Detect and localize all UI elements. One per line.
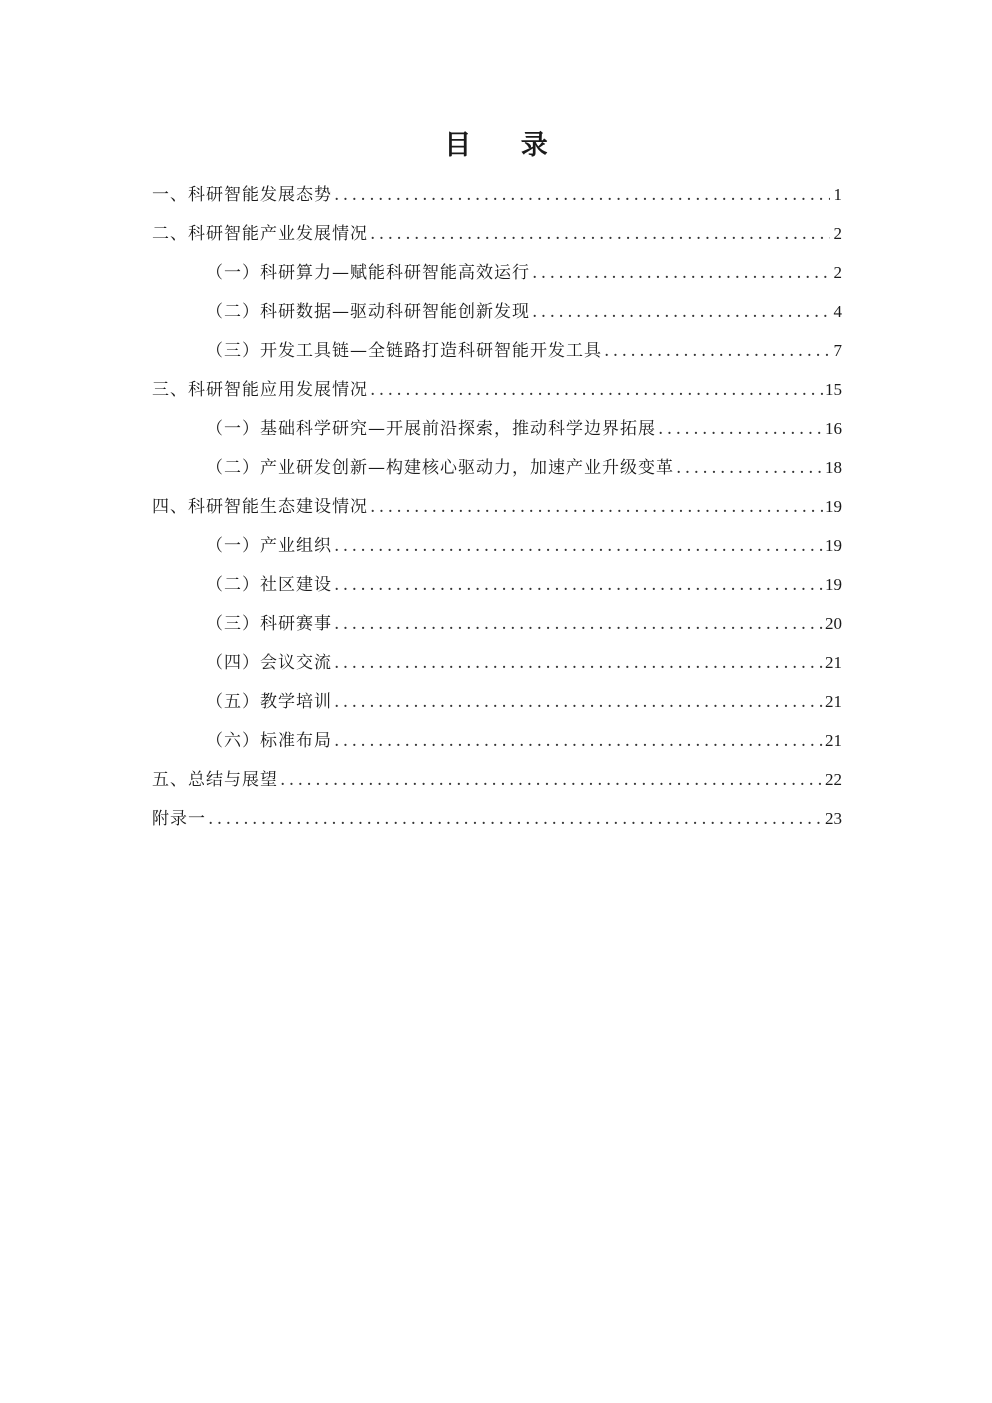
toc-page-number: 19: [825, 575, 842, 594]
toc-entry-label: 附录一: [152, 809, 206, 829]
toc-entry-label: （一）基础科学研究—开展前沿探索，推动科学边界拓展: [206, 419, 656, 439]
toc-page-number: 19: [825, 497, 842, 516]
toc-page-number: 21: [825, 692, 842, 711]
toc-page-number: 2: [833, 263, 842, 282]
toc-entry-label: （六）标准布局: [206, 731, 332, 751]
dot-leader: [334, 683, 823, 721]
toc-entry-4-1[interactable]: [152, 526, 842, 565]
toc-page-number: 1: [833, 185, 842, 204]
dot-leader: [280, 761, 823, 799]
dot-leader: [334, 527, 823, 565]
toc-entry-label: 一、科研智能发展态势: [152, 185, 332, 205]
toc-entry-label: （一）科研算力—赋能科研智能高效运行: [206, 263, 530, 283]
toc-page-number: 20: [825, 614, 842, 633]
toc-entry-label: （二）产业研发创新—构建核心驱动力，加速产业升级变革: [206, 458, 674, 478]
toc-page-number: 21: [825, 653, 842, 672]
toc-entry-label: （五）教学培训: [206, 692, 332, 712]
toc-page-number: 16: [825, 419, 842, 438]
toc-page-number: 23: [825, 809, 842, 828]
toc-entry-label: （三）科研赛事: [206, 614, 332, 634]
toc-entry-label: （三）开发工具链—全链路打造科研智能开发工具: [206, 341, 602, 361]
dot-leader: [334, 722, 823, 760]
dot-leader: [370, 215, 830, 253]
toc-entry-2-1[interactable]: [152, 253, 842, 292]
toc-page-number: 22: [825, 770, 842, 789]
toc-entry-2[interactable]: [152, 214, 842, 253]
toc-page-number: 21: [825, 731, 842, 750]
toc-entry-3-1[interactable]: [152, 409, 842, 448]
toc-entry-4-4[interactable]: [152, 643, 842, 682]
dot-leader: [208, 800, 823, 838]
dot-leader: [676, 449, 823, 487]
toc-page-number: 4: [833, 302, 842, 321]
toc-entry-label: （二）社区建设: [206, 575, 332, 595]
toc-entry-5[interactable]: [152, 760, 842, 799]
toc-page-number: 15: [825, 380, 842, 399]
toc-entry-2-2[interactable]: [152, 292, 842, 331]
toc-entry-label: （一）产业组织: [206, 536, 332, 556]
dot-leader: [334, 605, 823, 643]
toc-entry-4-3[interactable]: [152, 604, 842, 643]
toc-entry-label: 二、科研智能产业发展情况: [152, 224, 368, 244]
table-of-contents: [152, 175, 842, 838]
toc-title: 目 录: [444, 130, 568, 161]
toc-page-number: 7: [833, 341, 842, 360]
toc-entry-label: 五、总结与展望: [152, 770, 278, 790]
toc-entry-4-6[interactable]: [152, 721, 842, 760]
toc-page-number: 19: [825, 536, 842, 555]
toc-entry-2-3[interactable]: [152, 331, 842, 370]
toc-entry-4[interactable]: [152, 487, 842, 526]
toc-entry-4-5[interactable]: [152, 682, 842, 721]
toc-entry-label: 三、科研智能应用发展情况: [152, 380, 368, 400]
toc-entry-3-2[interactable]: [152, 448, 842, 487]
dot-leader: [532, 293, 830, 331]
toc-entry-4-2[interactable]: [152, 565, 842, 604]
toc-page-number: 2: [833, 224, 842, 243]
dot-leader: [658, 410, 823, 448]
dot-leader: [604, 332, 830, 370]
toc-entry-appendix-1[interactable]: [152, 799, 842, 838]
dot-leader: [370, 371, 823, 409]
dot-leader: [334, 566, 823, 604]
dot-leader: [334, 644, 823, 682]
toc-entry-1[interactable]: [152, 175, 842, 214]
toc-page-number: 18: [825, 458, 842, 477]
toc-entry-label: （二）科研数据—驱动科研智能创新发现: [206, 302, 530, 322]
dot-leader: [334, 176, 830, 214]
dot-leader: [532, 254, 830, 292]
toc-entry-label: 四、科研智能生态建设情况: [152, 497, 368, 517]
toc-entry-label: （四）会议交流: [206, 653, 332, 673]
toc-entry-3[interactable]: [152, 370, 842, 409]
dot-leader: [370, 488, 823, 526]
